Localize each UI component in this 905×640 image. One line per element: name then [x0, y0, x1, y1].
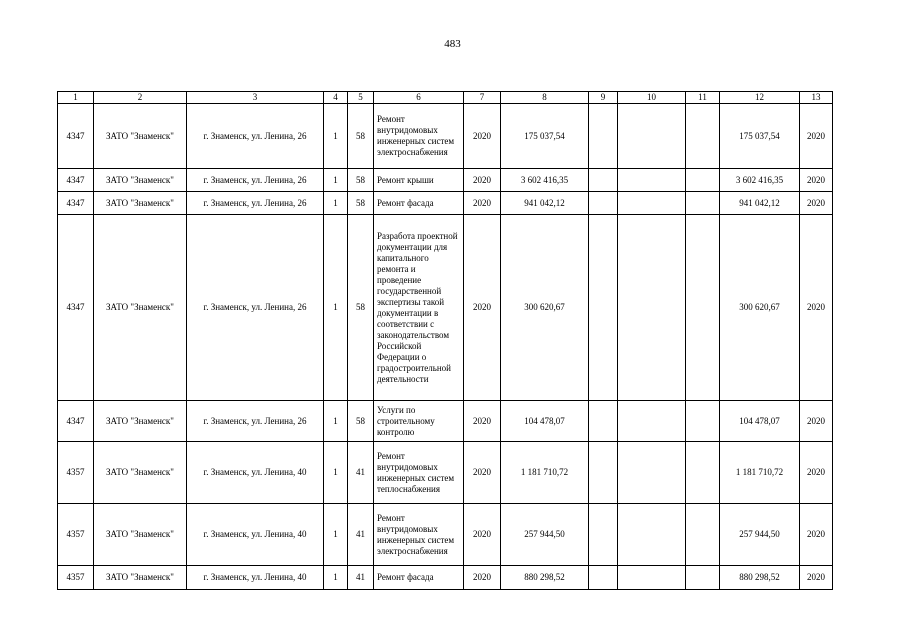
- header-cell: 12: [720, 92, 800, 104]
- col9-cell: [589, 104, 618, 169]
- col4-cell: 1: [324, 104, 348, 169]
- cost-col12-cell: 3 602 416,35: [720, 169, 800, 192]
- completion-year-cell: 2020: [800, 169, 833, 192]
- col4-cell: 1: [324, 566, 348, 590]
- col9-cell: [589, 566, 618, 590]
- municipality-cell: ЗАТО "Знаменск": [94, 401, 187, 442]
- header-cell: 1: [58, 92, 94, 104]
- col5-cell: 58: [348, 215, 374, 401]
- col10-cell: [618, 401, 686, 442]
- record-id-cell: 4347: [58, 169, 94, 192]
- cost-col12-cell: 175 037,54: [720, 104, 800, 169]
- header-cell: 11: [686, 92, 720, 104]
- col11-cell: [686, 566, 720, 590]
- col11-cell: [686, 169, 720, 192]
- total-cost-cell: 175 037,54: [501, 104, 589, 169]
- table-row: [58, 215, 833, 401]
- header-cell: 9: [589, 92, 618, 104]
- col5-cell: 58: [348, 104, 374, 169]
- completion-year-cell: 2020: [800, 504, 833, 566]
- total-cost-cell: 880 298,52: [501, 566, 589, 590]
- header-cell: 3: [187, 92, 324, 104]
- address-cell: г. Знаменск, ул. Ленина, 26: [187, 169, 324, 192]
- col10-cell: [618, 104, 686, 169]
- header-cell: 4: [324, 92, 348, 104]
- col11-cell: [686, 104, 720, 169]
- col11-cell: [686, 442, 720, 504]
- header-cell: 10: [618, 92, 686, 104]
- col5-cell: 58: [348, 192, 374, 215]
- header-cell: 2: [94, 92, 187, 104]
- header-row: [58, 92, 833, 104]
- table-row: [58, 192, 833, 215]
- municipality-cell: ЗАТО "Знаменск": [94, 504, 187, 566]
- year-cell: 2020: [464, 504, 501, 566]
- cost-col12-cell: 880 298,52: [720, 566, 800, 590]
- municipality-cell: ЗАТО "Знаменск": [94, 442, 187, 504]
- total-cost-cell: 3 602 416,35: [501, 169, 589, 192]
- municipality-cell: ЗАТО "Знаменск": [94, 169, 187, 192]
- table-row: [58, 504, 833, 566]
- header-cell: 6: [374, 92, 464, 104]
- year-cell: 2020: [464, 192, 501, 215]
- record-id-cell: 4347: [58, 215, 94, 401]
- completion-year-cell: 2020: [800, 566, 833, 590]
- table-row: [58, 442, 833, 504]
- total-cost-cell: 104 478,07: [501, 401, 589, 442]
- cost-col12-cell: 300 620,67: [720, 215, 800, 401]
- completion-year-cell: 2020: [800, 215, 833, 401]
- col11-cell: [686, 401, 720, 442]
- work-type-cell: Ремонт внутридомовых инженерных систем электроснабжения: [374, 504, 464, 566]
- table-row: [58, 566, 833, 590]
- col5-cell: 58: [348, 401, 374, 442]
- col11-cell: [686, 192, 720, 215]
- col4-cell: 1: [324, 169, 348, 192]
- municipality-cell: ЗАТО "Знаменск": [94, 104, 187, 169]
- work-type-cell: Ремонт фасада: [374, 566, 464, 590]
- col4-cell: 1: [324, 192, 348, 215]
- col10-cell: [618, 215, 686, 401]
- col9-cell: [589, 192, 618, 215]
- col9-cell: [589, 442, 618, 504]
- col4-cell: 1: [324, 504, 348, 566]
- work-type-cell: Услуги по строительному контролю: [374, 401, 464, 442]
- work-type-cell: Ремонт внутридомовых инженерных систем электроснабжения: [374, 104, 464, 169]
- address-cell: г. Знаменск, ул. Ленина, 40: [187, 566, 324, 590]
- address-cell: г. Знаменск, ул. Ленина, 40: [187, 442, 324, 504]
- col9-cell: [589, 215, 618, 401]
- record-id-cell: 4347: [58, 401, 94, 442]
- col5-cell: 41: [348, 442, 374, 504]
- address-cell: г. Знаменск, ул. Ленина, 26: [187, 104, 324, 169]
- record-id-cell: 4357: [58, 442, 94, 504]
- record-id-cell: 4347: [58, 104, 94, 169]
- col10-cell: [618, 192, 686, 215]
- total-cost-cell: 941 042,12: [501, 192, 589, 215]
- col5-cell: 41: [348, 566, 374, 590]
- cost-col12-cell: 1 181 710,72: [720, 442, 800, 504]
- col11-cell: [686, 504, 720, 566]
- year-cell: 2020: [464, 401, 501, 442]
- address-cell: г. Знаменск, ул. Ленина, 26: [187, 401, 324, 442]
- cost-col12-cell: 104 478,07: [720, 401, 800, 442]
- work-type-cell: Ремонт крыши: [374, 169, 464, 192]
- page-number: 483: [444, 38, 461, 50]
- cost-col12-cell: 257 944,50: [720, 504, 800, 566]
- header-cell: 13: [800, 92, 833, 104]
- year-cell: 2020: [464, 442, 501, 504]
- col5-cell: 58: [348, 169, 374, 192]
- capital-repair-table: [57, 91, 833, 590]
- total-cost-cell: 257 944,50: [501, 504, 589, 566]
- header-cell: 7: [464, 92, 501, 104]
- address-cell: г. Знаменск, ул. Ленина, 40: [187, 504, 324, 566]
- address-cell: г. Знаменск, ул. Ленина, 26: [187, 215, 324, 401]
- year-cell: 2020: [464, 104, 501, 169]
- col10-cell: [618, 504, 686, 566]
- work-type-cell: Разработа проектной документации для капитального ремонта и проведение государственной экспертизы такой документации в соответствии с законодательством Российской Федерации о градостроительной деятельности: [374, 215, 464, 401]
- table-row: [58, 401, 833, 442]
- col4-cell: 1: [324, 442, 348, 504]
- completion-year-cell: 2020: [800, 442, 833, 504]
- header-cell: 8: [501, 92, 589, 104]
- record-id-cell: 4347: [58, 192, 94, 215]
- col4-cell: 1: [324, 215, 348, 401]
- year-cell: 2020: [464, 169, 501, 192]
- total-cost-cell: 300 620,67: [501, 215, 589, 401]
- municipality-cell: ЗАТО "Знаменск": [94, 192, 187, 215]
- cost-col12-cell: 941 042,12: [720, 192, 800, 215]
- col10-cell: [618, 169, 686, 192]
- col5-cell: 41: [348, 504, 374, 566]
- col9-cell: [589, 504, 618, 566]
- municipality-cell: ЗАТО "Знаменск": [94, 566, 187, 590]
- total-cost-cell: 1 181 710,72: [501, 442, 589, 504]
- col9-cell: [589, 401, 618, 442]
- work-type-cell: Ремонт фасада: [374, 192, 464, 215]
- table-row: [58, 169, 833, 192]
- address-cell: г. Знаменск, ул. Ленина, 26: [187, 192, 324, 215]
- col10-cell: [618, 442, 686, 504]
- completion-year-cell: 2020: [800, 104, 833, 169]
- col11-cell: [686, 215, 720, 401]
- completion-year-cell: 2020: [800, 192, 833, 215]
- record-id-cell: 4357: [58, 504, 94, 566]
- year-cell: 2020: [464, 566, 501, 590]
- municipality-cell: ЗАТО "Знаменск": [94, 215, 187, 401]
- col9-cell: [589, 169, 618, 192]
- col10-cell: [618, 566, 686, 590]
- table-row: [58, 104, 833, 169]
- work-type-cell: Ремонт внутридомовых инженерных систем теплоснабжения: [374, 442, 464, 504]
- col4-cell: 1: [324, 401, 348, 442]
- completion-year-cell: 2020: [800, 401, 833, 442]
- year-cell: 2020: [464, 215, 501, 401]
- record-id-cell: 4357: [58, 566, 94, 590]
- header-cell: 5: [348, 92, 374, 104]
